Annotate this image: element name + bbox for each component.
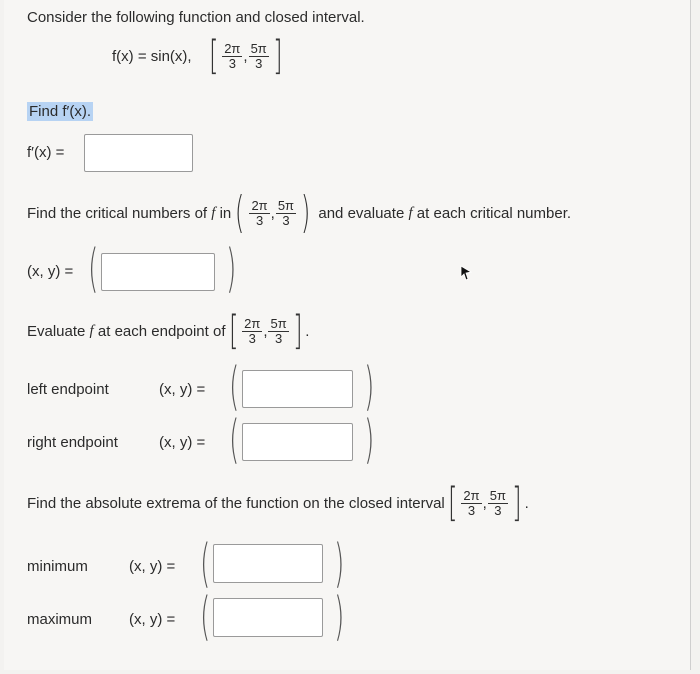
maximum-close-paren: ) [334,587,345,647]
left-endpoint-label: left endpoint [27,381,109,398]
critical-close-paren: ) [226,239,237,299]
interval-start-fraction: $\frac{2\pi}{3}$ [224,40,241,71]
minimum-input[interactable] [213,544,323,583]
minimum-open-paren: ( [200,534,211,594]
critical-xy-label: (x, y) = [27,263,74,280]
maximum-label: maximum [27,611,93,628]
left-endpoint-open-paren: ( [229,357,240,417]
mouse-cursor-icon [459,264,473,282]
minimum-xy-label: (x, y) = [129,558,176,575]
interval-end-fraction: $\frac{5\pi}{3}$ [250,40,267,71]
minimum-label: minimum [27,558,88,575]
left-endpoint-input[interactable] [242,370,353,408]
left-endpoint-xy-label: (x, y) = [159,381,206,398]
right-endpoint-close-paren: ) [364,410,375,470]
derivative-label: f′(x) = [27,144,65,161]
left-endpoint-close-paren: ) [364,357,375,417]
right-endpoint-input[interactable] [242,423,353,461]
maximum-open-paren: ( [200,587,211,647]
derivative-prompt: Find f′(x). [29,103,91,120]
right-endpoint-xy-label: (x, y) = [159,434,206,451]
endpoints-prompt: Evaluate f at each endpoint of [ $\frac{2\pi}{3}$ , $\frac{5\pi}{3}$ ] . [27,308,310,354]
right-endpoint-open-paren: ( [229,410,240,470]
critical-open-paren: ( [88,239,99,299]
derivative-answer-input[interactable] [84,134,193,172]
function-lhs: f(x) = sin(x), [112,47,192,65]
right-bracket: ] [272,33,283,79]
critical-numbers-prompt: Find the critical numbers of f in ( $\frac{2\pi}{3}$ , $\frac{5\pi}{3}$ ) and evaluate f at each critical number. [27,187,572,238]
critical-point-input[interactable] [101,253,215,291]
minimum-close-paren: ) [334,534,345,594]
maximum-input[interactable] [213,598,323,637]
left-bracket: [ [208,33,219,79]
intro-text: Consider the following function and closed interval. [27,9,365,26]
maximum-xy-label: (x, y) = [129,611,176,628]
function-definition: f(x) = sin(x), [ $\frac{2\pi}{3}$ , $\frac{5\pi}{3}$ ] [112,33,283,79]
right-endpoint-label: right endpoint [27,434,118,451]
extrema-prompt: Find the absolute extrema of the function on the closed interval [ $\frac{2\pi}{3}$ , $\frac{5\pi}{3}$ ] . [27,480,529,526]
